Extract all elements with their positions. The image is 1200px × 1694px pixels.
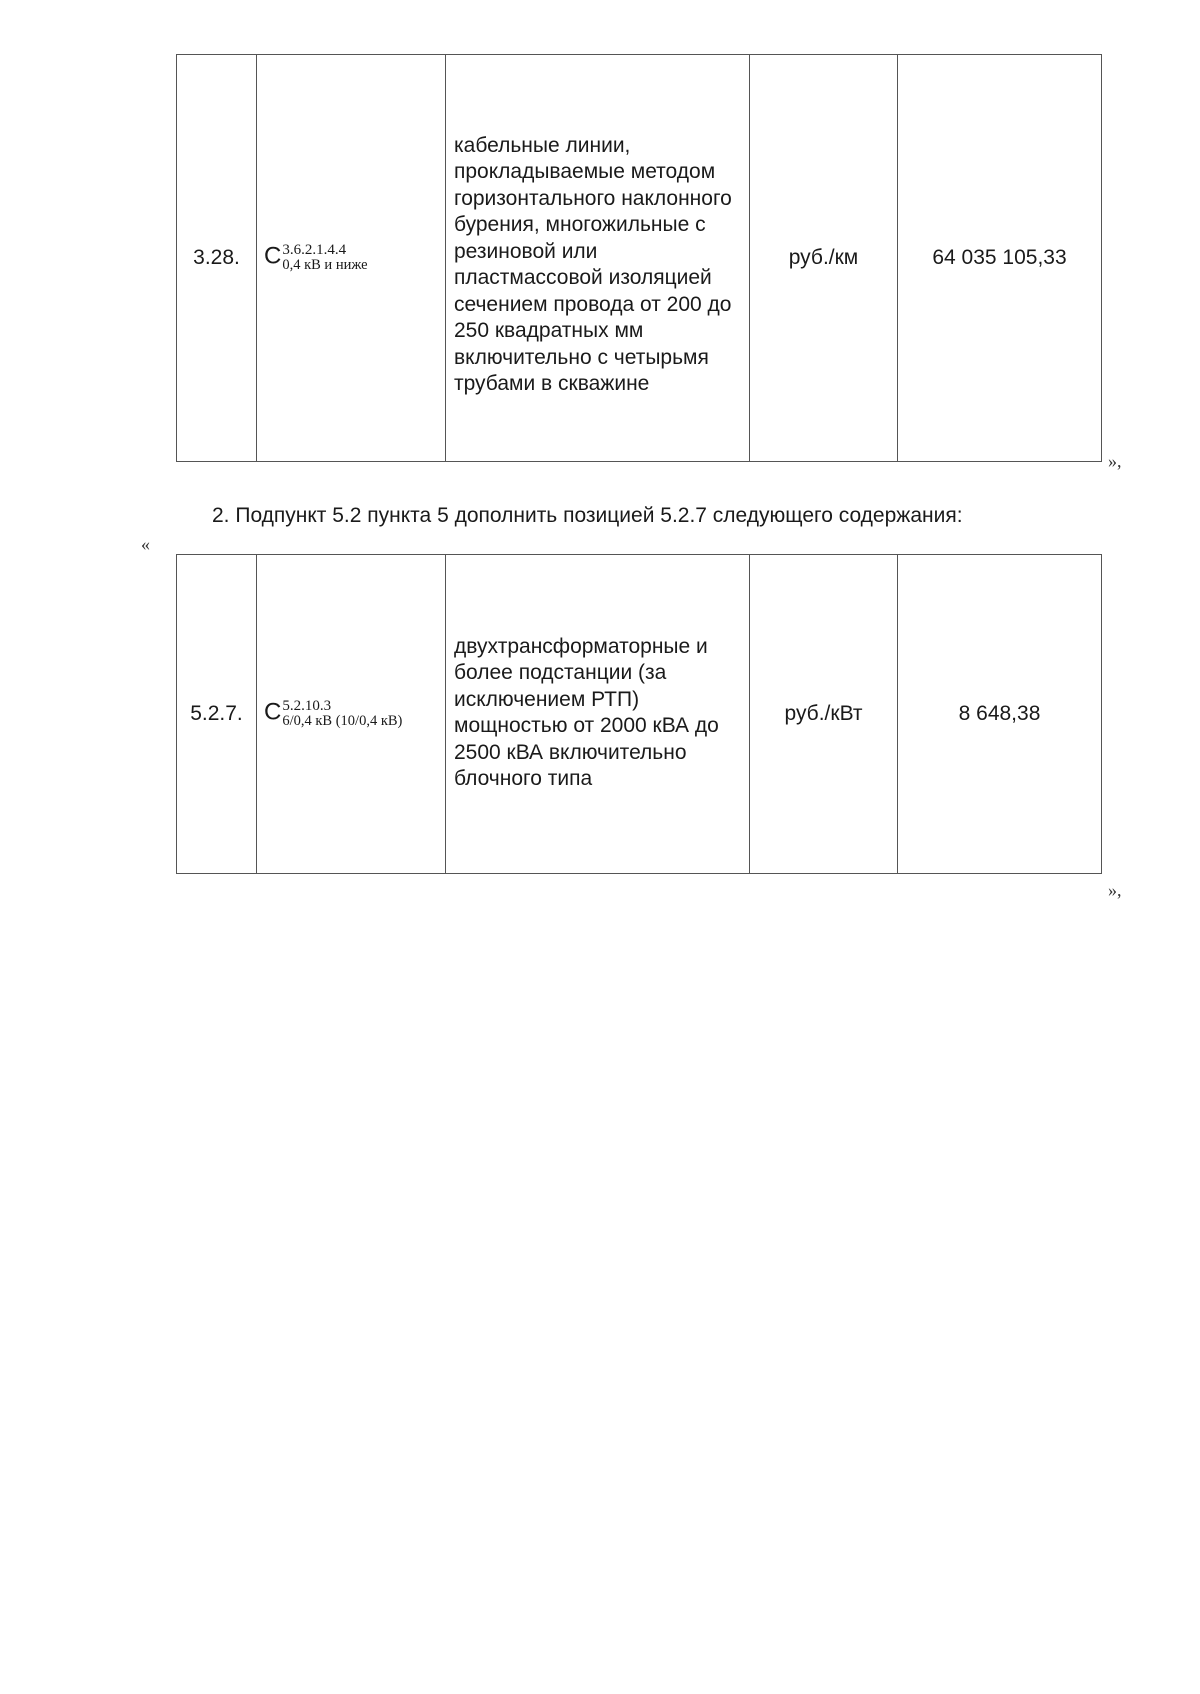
row-number: 3.28.: [177, 55, 257, 462]
row-description: двухтрансформаторные и более подстанции (за исключением РТП) мощностью от 2000 кВА до 2500 кВА включительно блочного типа: [446, 555, 750, 874]
table-row: [177, 55, 1102, 462]
row-unit: руб./км: [750, 55, 898, 462]
tariff-table-1: [176, 54, 1102, 462]
row-number: 5.2.7.: [177, 555, 257, 874]
rate-code: [257, 555, 446, 874]
table-row: [177, 555, 1102, 874]
rate-code-indices: [282, 243, 367, 273]
tariff-table-2: [176, 554, 1102, 874]
rate-code-superscript: 5.2.10.3: [282, 698, 332, 714]
rate-code-indices: [282, 699, 402, 729]
rate-code: [257, 55, 446, 462]
rate-code-superscript: 3.6.2.1.4.4: [282, 242, 347, 258]
closing-quote: »,: [1108, 880, 1122, 900]
row-value: 64 035 105,33: [898, 55, 1102, 462]
rate-code-subscript: 6/0,4 кВ (10/0,4 кВ): [282, 713, 403, 729]
amendment-paragraph: 2. Подпункт 5.2 пункта 5 дополнить позицией 5.2.7 следующего содержания:: [212, 504, 963, 527]
row-unit: руб./кВт: [750, 555, 898, 874]
closing-quote: »,: [1108, 451, 1122, 471]
rate-code-letter: С: [264, 698, 282, 726]
row-value: 8 648,38: [898, 555, 1102, 874]
rate-code-letter: С: [264, 242, 282, 270]
rate-code-subscript: 0,4 кВ и ниже: [282, 257, 368, 273]
opening-quote: «: [141, 534, 150, 554]
row-description: кабельные линии, прокладываемые методом горизонтального наклонного бурения, многожильные с резиновой или пластмассовой изоляцией сечением провода от 200 до 250 квадратных мм включительно с четырьмя трубами в скважине: [446, 55, 750, 462]
